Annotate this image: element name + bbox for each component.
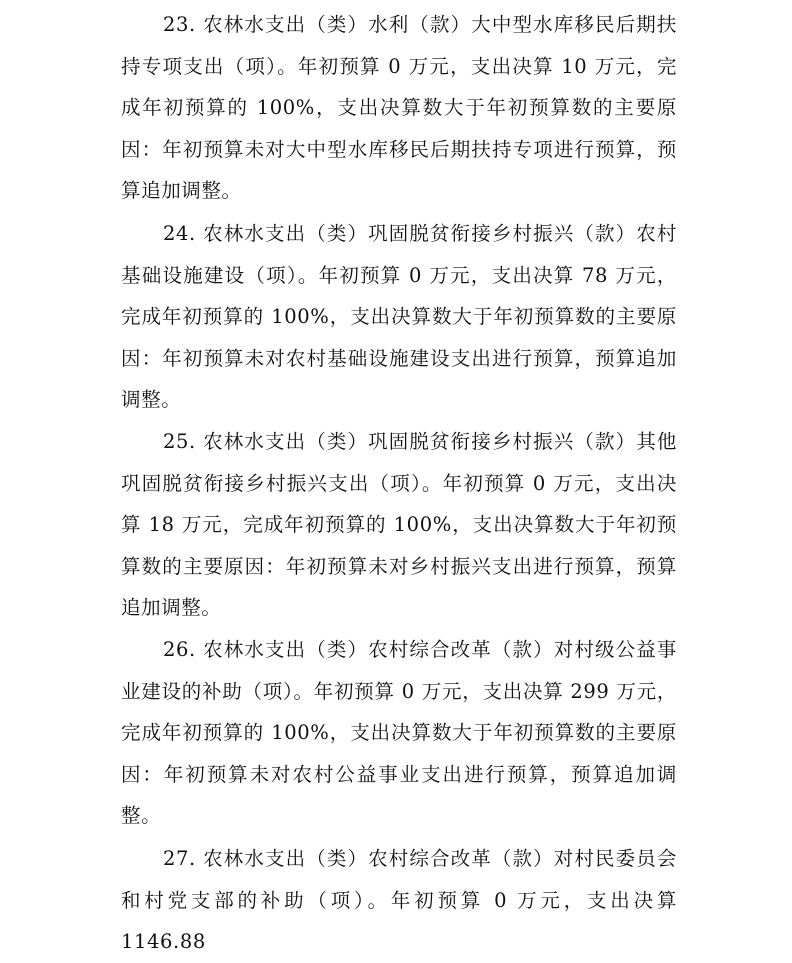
paragraph-23: 23. 农林水支出（类）水利（款）大中型水库移民后期扶持专项支出（项）。年初预算 0 万元，支出决算 10 万元，完成年初预算的 100%，支出决算数大于年初预算数的主要原因：年初预算未对大中型水库移民后期扶持专项进行预算，预算追加调整。 (121, 13, 677, 202)
paragraph-26: 26. 农林水支出（类）农村综合改革（款）对村级公益事业建设的补助（项）。年初预算 0 万元，支出决算 299 万元，完成年初预算的 100%，支出决算数大于年初预算数的主要原因：年初预算未对农村公益事业支出进行预算，预算追加调整。 (121, 638, 677, 827)
paragraph-27: 27. 农林水支出（类）农村综合改革（款）对村民委员会和村党支部的补助（项）。年初预算 0 万元，支出决算 1146.88 (121, 847, 677, 953)
paragraph-25: 25. 农林水支出（类）巩固脱贫衔接乡村振兴（款）其他巩固脱贫衔接乡村振兴支出（项）。年初预算 0 万元，支出决算 18 万元，完成年初预算的 100%，支出决算数大于年初预算数的主要原因：年初预算未对乡村振兴支出进行预算，预算追加调整。 (121, 430, 677, 619)
paragraph-24: 24. 农林水支出（类）巩固脱贫衔接乡村振兴（款）农村基础设施建设（项）。年初预算 0 万元，支出决算 78 万元，完成年初预算的 100%，支出决算数大于年初预算数的主要原因：年初预算未对农村基础设施建设支出进行预算，预算追加调整。 (121, 222, 677, 411)
